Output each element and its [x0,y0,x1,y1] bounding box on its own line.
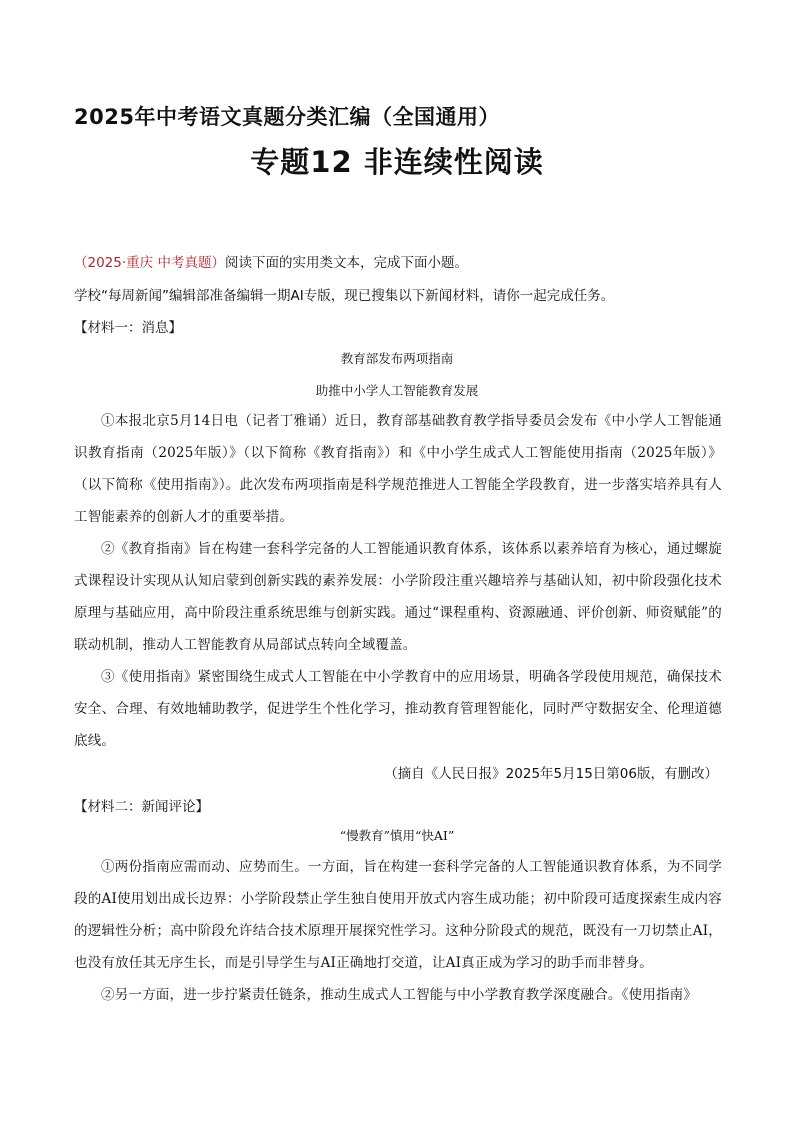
question-intro [74,251,468,271]
material2-label: 【材料二：新闻评论】 [74,799,209,815]
material1-paragraph-2: ②《教育指南》旨在构建一套科学完备的人工智能通识教育体系，该体系以素养培育为核心，通过螺旋式课程设计实现从认知启蒙到创新实践的素养发展：小学阶段注重兴趣培养与基础认知，初中阶段强化技术原理与基础应用，高中阶段注重系统思维与创新实践。通过“课程重构、资源融通、评价创新、师资赋能”的联动机制，推动人工智能教育从局部试点转向全域覆盖。 [74,541,722,653]
material1-paragraph-3: ③《使用指南》紧密围绕生成式人工智能在中小学教育中的应用场景，明确各学段使用规范，确保技术安全、合理、有效地辅助教学，促进学生个性化学习，推动教育管理智能化，同时严守数据安全、伦理道德底线。 [74,669,722,749]
instruction-text: 阅读下面的实用类文本，完成下面小题。 [224,255,468,271]
document-title: 专题12 非连续性阅读 [250,145,544,179]
source-tag: （2025·重庆 中考真题） [74,255,225,271]
material1-credit: （摘自《人民日报》2025年5月15日第06版，有删改） [384,766,718,782]
material2-paragraph-2: ②另一方面，进一步拧紧责任链条，推动生成式人工智能与中小学教育教学深度融合。《使用指南》 [101,987,698,1003]
material1-paragraph-1: ①本报北京5月14日电（记者丁雅诵）近日，教育部基础教育教学指导委员会发布《中小学人工智能通识教育指南（2025年版）》（以下简称《教育指南》）和《中小学生成式人工智能使用指南（2025年版）》（以下简称《使用指南》）。此次发布两项指南是科学规范推进人工智能全学段教育，进一步落实培养具有人工智能素养的创新人才的重要举措。 [74,413,722,525]
material2-paragraph-1: ①两份指南应需而动、应势而生。一方面，旨在构建一套科学完备的人工智能通识教育体系，为不同学段的AI使用划出成长边界：小学阶段禁止学生独自使用开放式内容生成功能；初中阶段可适度探索生成内容的逻辑性分析；高中阶段允许结合技术原理开展探究性学习。这种分阶段式的规范，既没有一刀切禁止AI，也没有放任其无序生长，而是引导学生与AI正确地打交道，让AI真正成为学习的助手而非替身。 [74,859,722,971]
material1-headline: 教育部发布两项指南 [340,351,454,366]
task-text: 学校“每周新闻”编辑部准备编辑一期AI专版，现已搜集以下新闻材料，请你一起完成任务。 [74,288,615,304]
material1-subheadline: 助推中小学人工智能教育发展 [315,383,479,398]
document-subtitle: 2025年中考语文真题分类汇编（全国通用） [74,105,500,129]
material1-label: 【材料一：消息】 [74,320,182,336]
material2-headline: “慢教育”慎用“快AI” [339,828,455,843]
